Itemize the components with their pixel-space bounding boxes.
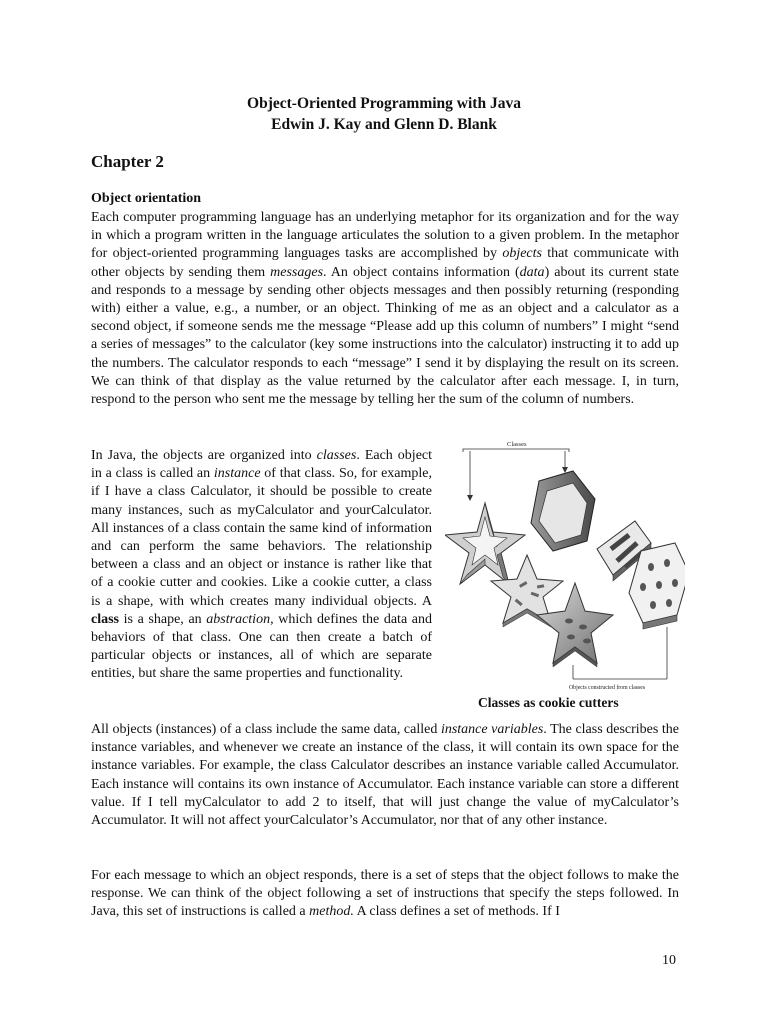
star-cutter bbox=[445, 503, 525, 584]
cookie-cutter-figure bbox=[445, 437, 685, 699]
page-number: 10 bbox=[662, 953, 676, 968]
paragraph-3: All objects (instances) of a class include the same data, called instance variables. The class describes the instance variables, and whenever we create an instance of the class, it will contain its own space for the instance variables. For example, the class Calculator describes an instance variable called Accumulator. Each instance will contains its own instance of Accumulator. Each instance variable can store a different value. If I tell myCalculator to add 2 to itself, that will just change the value of myCalculator’s Accumulator. It will not affect yourCalculator’s Accumulator, nor that of any other instance. bbox=[91, 722, 680, 829]
section-heading: Object orientation bbox=[91, 191, 202, 206]
figure-caption: Classes as cookie cutters bbox=[478, 695, 619, 710]
paragraph-2: In Java, the objects are organized into classes. Each object in a class is called an instance of that class. So, for example, if I have a class Calculator, it should be possible to create many instances, such as myCalculator and yourCalculator. All instances of a class contain the same kind of information and can perform the same behaviors. The relationship between a class and an object or instance is rather like that of a cookie cutter and cookies. Like a cookie cutter, a class is a shape, with which creates many individual objects. A class is a shape, an abstraction, which defines the data and behaviors of that class. One can then create a batch of particular objects or instances, all of which are separate entities, but share the same properties and functionality. bbox=[91, 448, 433, 682]
paragraph-1: Each computer programming language has an underlying metaphor for its organization and for the way in which a program written in the language articulates the solution to a given problem. In the metaphor for object-oriented programming languages tasks are accomplished by objects that communicate with other objects by sending them messages. An object contains information (data) about its current state and responds to a message by sending other objects messages and then possibly returning (responding with) either a value, e.g., a number, or an object. Thinking of me as an object and a calculator as a second object, if someone sends me the message “Please add up this column of numbers” I might “send a series of messages” to the calculator (key some instructions into the calculator) instructing it to add up the numbers. The calculator responds to each “message” I send it by displaying the result on its screen. We can think of that display as the value returned by the calculator after each message. I, in turn, respond to the person who sent me the message by telling her the sum of the column of numbers. bbox=[91, 210, 680, 408]
hexagon-cutter bbox=[531, 471, 595, 551]
paragraph-4: For each message to which an object responds, there is a set of steps that the object follows to make the response. We can think of the object following a set of instructions that specify the steps followed. In Java, this set of instructions is called a method. A class defines a set of methods. If I bbox=[91, 868, 679, 920]
chapter-heading: Chapter 2 bbox=[91, 152, 164, 171]
classes-label: Classes bbox=[507, 441, 527, 448]
book-title: Object-Oriented Programming with Java bbox=[247, 95, 521, 112]
objects-label: Objects constructed from classes bbox=[569, 685, 646, 691]
book-authors: Edwin J. Kay and Glenn D. Blank bbox=[271, 116, 497, 133]
